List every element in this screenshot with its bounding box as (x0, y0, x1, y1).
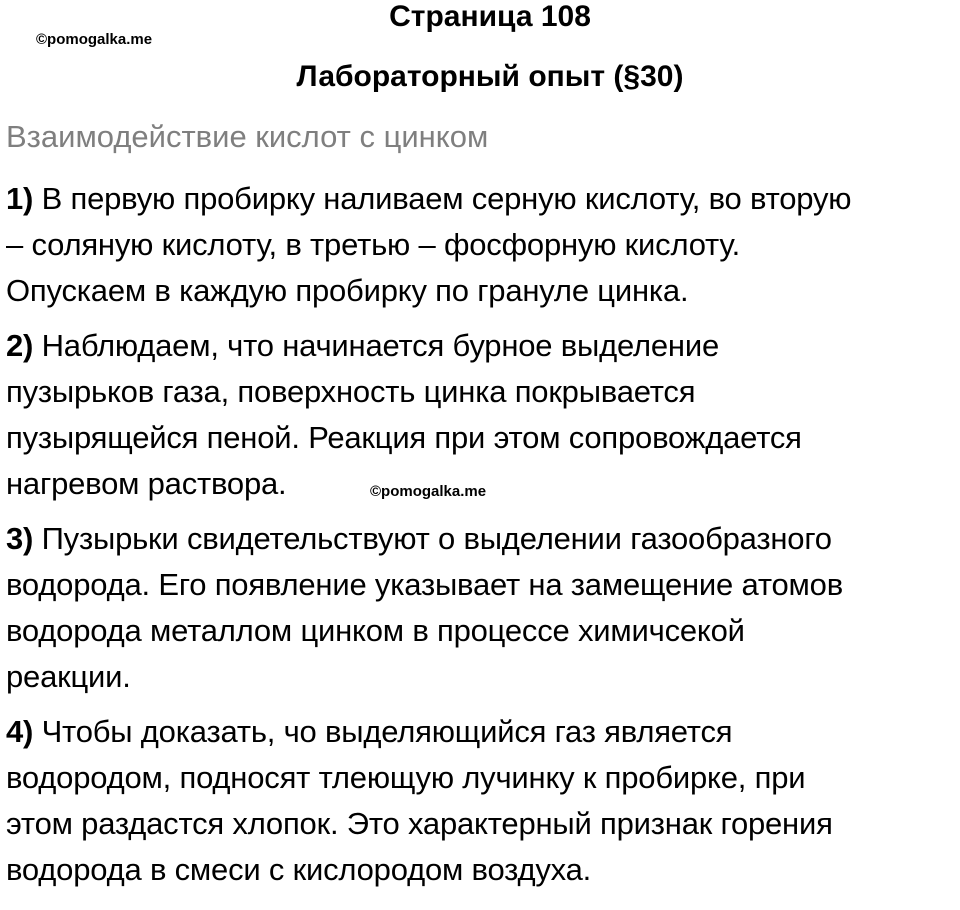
step-1-line-1 (6, 176, 958, 222)
steps-list (6, 176, 958, 902)
step-2-line-2: пузырьков газа, поверхность цинка покрывается (6, 374, 696, 409)
step-3-number: 3) (6, 521, 34, 556)
step-4 (6, 709, 958, 893)
step-4-line-2: водородом, подносят тлеющую лучинку к пробирке, при (6, 760, 806, 795)
step-2 (6, 323, 958, 507)
watermark-top: ©pomogalka.me (36, 31, 153, 48)
step-3-line-4: реакции. (6, 659, 131, 694)
subtitle: Взаимодействие кислот с цинком (6, 119, 489, 154)
step-2-number: 2) (6, 328, 34, 363)
step-3 (6, 516, 958, 700)
step-4-text-1: Чтобы доказать, чо выделяющийся газ является (41, 714, 733, 749)
step-4-number: 4) (6, 714, 34, 749)
watermark-middle: ©pomogalka.me (370, 483, 487, 500)
step-4-line-4: водорода в смеси с кислородом воздуха. (6, 852, 592, 887)
step-4-line-3: этом раздастся хлопок. Это характерный признак горения (6, 806, 833, 841)
step-1-text-1: В первую пробирку наливаем серную кислоту, во вторую (41, 181, 852, 216)
step-3-line-3: водорода металлом цинком в процессе химичсекой (6, 613, 745, 648)
page-title: Страница 108 (389, 0, 591, 33)
step-3-line-2: водорода. Его появление указывает на замещение атомов (6, 567, 843, 602)
step-1-number: 1) (6, 181, 34, 216)
step-3-text-1: Пузырьки свидетельствуют о выделении газообразного (41, 521, 832, 556)
step-2-text-1: Наблюдаем, что начинается бурное выделение (41, 328, 720, 363)
step-2-line-4: нагревом раствора. (6, 466, 287, 501)
step-1-line-3: Опускаем в каждую пробирку по грануле цинка. (6, 273, 689, 308)
step-1-line-2: – соляную кислоту, в третью – фосфорную кислоту. (6, 227, 741, 262)
step-2-line-3: пузырящейся пеной. Реакция при этом сопровождается (6, 420, 802, 455)
step-3-line-1 (6, 516, 958, 562)
lab-title: Лабораторный опыт (§30) (296, 60, 684, 93)
step-2-line-1 (6, 323, 958, 369)
step-4-line-1 (6, 709, 958, 755)
step-1 (6, 176, 958, 314)
